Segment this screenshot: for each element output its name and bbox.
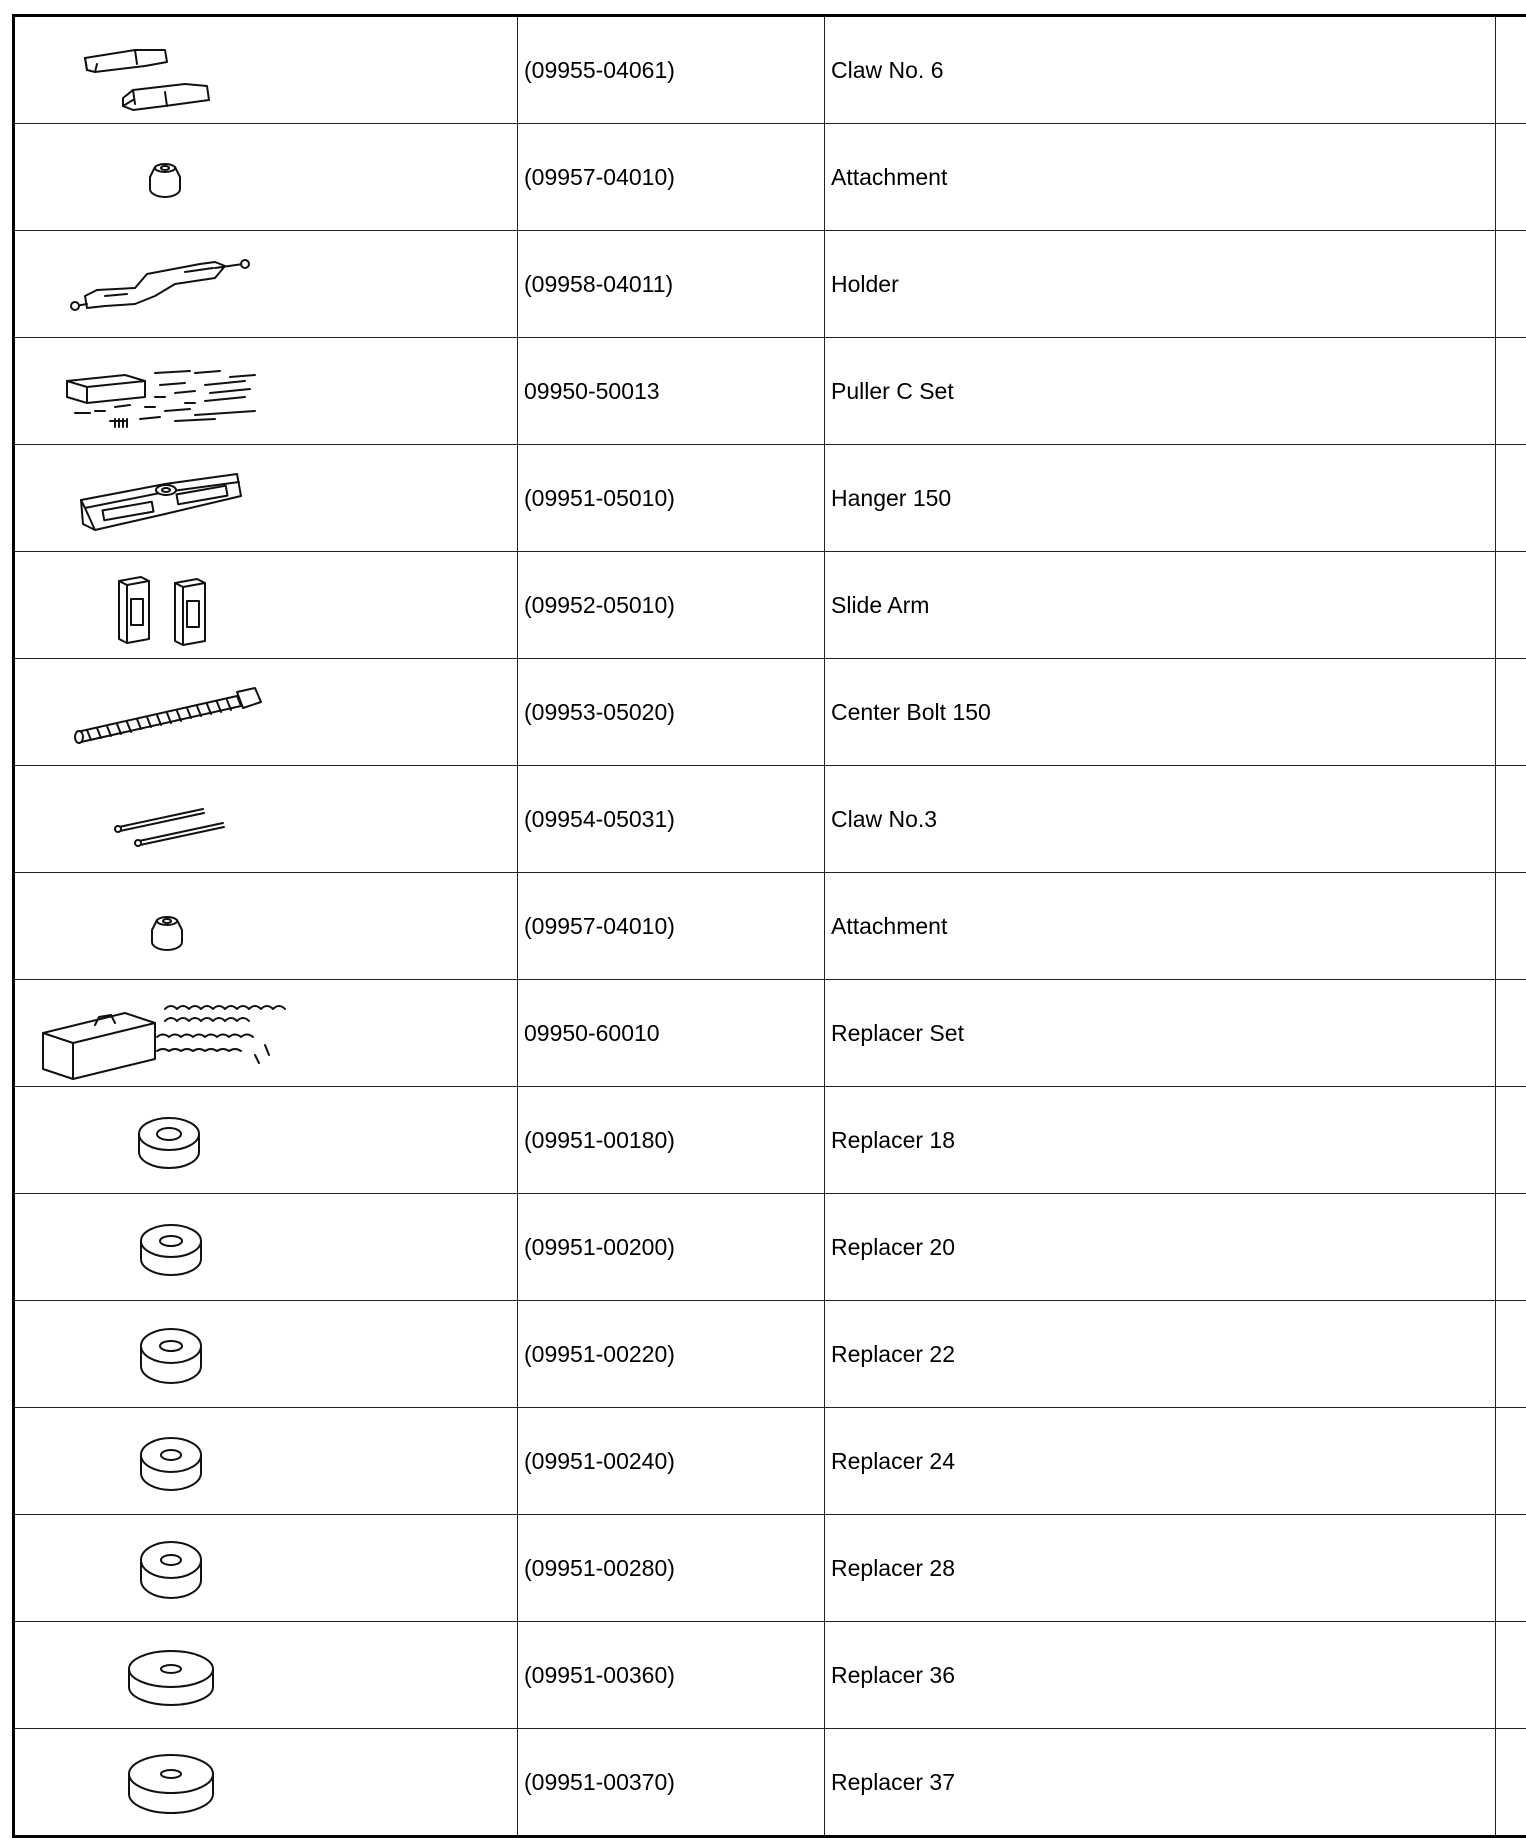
part-number: (09957-04010) (518, 124, 825, 231)
blank-cell (1496, 1515, 1526, 1622)
tool-name: Replacer 37 (825, 1729, 1496, 1837)
blank-cell (1496, 231, 1526, 338)
tool-name: Puller C Set (825, 338, 1496, 445)
table-row (14, 766, 1526, 873)
blank-cell (1496, 1194, 1526, 1301)
tool-illustration-cell (14, 659, 518, 766)
table-row (14, 124, 1526, 231)
blank-cell (1496, 338, 1526, 445)
table-row (14, 338, 1526, 445)
special-tools-sheet (12, 14, 1514, 1816)
tool-illustration-cell (14, 124, 518, 231)
claw-no-6-icon (15, 20, 517, 120)
tool-illustration-cell (14, 766, 518, 873)
part-number: (09951-00360) (518, 1622, 825, 1729)
table-row (14, 1194, 1526, 1301)
tool-name: Attachment (825, 124, 1496, 231)
part-number: (09954-05031) (518, 766, 825, 873)
tool-illustration-cell (14, 1301, 518, 1408)
blank-cell (1496, 980, 1526, 1087)
tool-name: Center Bolt 150 (825, 659, 1496, 766)
special-tools-table (12, 14, 1526, 1838)
part-number: (09951-00240) (518, 1408, 825, 1515)
blank-cell (1496, 445, 1526, 552)
table-row (14, 1301, 1526, 1408)
tool-illustration-cell (14, 1087, 518, 1194)
tool-illustration-cell (14, 1622, 518, 1729)
tool-illustration-cell (14, 231, 518, 338)
tool-name: Slide Arm (825, 552, 1496, 659)
part-number: 09950-50013 (518, 338, 825, 445)
tool-name: Attachment (825, 873, 1496, 980)
tool-illustration-cell (14, 338, 518, 445)
puller-c-set-icon (15, 341, 517, 441)
part-number: (09957-04010) (518, 873, 825, 980)
part-number: (09955-04061) (518, 16, 825, 124)
table-row (14, 1087, 1526, 1194)
tool-name: Replacer 28 (825, 1515, 1496, 1622)
replacer-ring-icon (15, 1625, 517, 1725)
replacer-ring-icon (15, 1732, 517, 1832)
table-row (14, 659, 1526, 766)
tool-name: Replacer 24 (825, 1408, 1496, 1515)
slide-arm-icon (15, 555, 517, 655)
tool-illustration-cell (14, 16, 518, 124)
table-row (14, 1729, 1526, 1837)
part-number: 09950-60010 (518, 980, 825, 1087)
table-row (14, 980, 1526, 1087)
part-number: (09951-00280) (518, 1515, 825, 1622)
blank-cell (1496, 873, 1526, 980)
replacer-ring-icon (15, 1518, 517, 1618)
tool-illustration-cell (14, 980, 518, 1087)
table-row (14, 445, 1526, 552)
tool-illustration-cell (14, 1515, 518, 1622)
tool-name: Replacer 36 (825, 1622, 1496, 1729)
blank-cell (1496, 766, 1526, 873)
replacer-ring-icon (15, 1411, 517, 1511)
blank-cell (1496, 552, 1526, 659)
table-row (14, 1622, 1526, 1729)
tool-illustration-cell (14, 1408, 518, 1515)
part-number: (09958-04011) (518, 231, 825, 338)
tool-name: Replacer 20 (825, 1194, 1496, 1301)
tool-name: Holder (825, 231, 1496, 338)
blank-cell (1496, 16, 1526, 124)
tool-illustration-cell (14, 1194, 518, 1301)
replacer-ring-icon (15, 1090, 517, 1190)
blank-cell (1496, 1729, 1526, 1837)
tool-name: Hanger 150 (825, 445, 1496, 552)
blank-cell (1496, 1301, 1526, 1408)
tool-name: Replacer Set (825, 980, 1496, 1087)
table-row (14, 873, 1526, 980)
part-number: (09951-00370) (518, 1729, 825, 1837)
part-number: (09951-00180) (518, 1087, 825, 1194)
table-row (14, 231, 1526, 338)
attachment-icon (15, 127, 517, 227)
part-number: (09951-05010) (518, 445, 825, 552)
blank-cell (1496, 1087, 1526, 1194)
blank-cell (1496, 1622, 1526, 1729)
tool-name: Claw No.3 (825, 766, 1496, 873)
part-number: (09951-00220) (518, 1301, 825, 1408)
tool-illustration-cell (14, 873, 518, 980)
holder-icon (15, 234, 517, 334)
blank-cell (1496, 1408, 1526, 1515)
table-row (14, 552, 1526, 659)
hanger-icon (15, 448, 517, 548)
replacer-ring-icon (15, 1304, 517, 1404)
blank-cell (1496, 659, 1526, 766)
part-number: (09951-00200) (518, 1194, 825, 1301)
table-row (14, 1408, 1526, 1515)
tool-illustration-cell (14, 552, 518, 659)
claw-no-3-icon (15, 769, 517, 869)
replacer-set-icon (15, 983, 517, 1083)
tool-name: Claw No. 6 (825, 16, 1496, 124)
tool-name: Replacer 22 (825, 1301, 1496, 1408)
center-bolt-icon (15, 662, 517, 762)
replacer-ring-icon (15, 1197, 517, 1297)
part-number: (09953-05020) (518, 659, 825, 766)
tool-illustration-cell (14, 1729, 518, 1837)
table-row (14, 1515, 1526, 1622)
part-number: (09952-05010) (518, 552, 825, 659)
tool-illustration-cell (14, 445, 518, 552)
blank-cell (1496, 124, 1526, 231)
tool-name: Replacer 18 (825, 1087, 1496, 1194)
table-row (14, 16, 1526, 124)
attachment-icon (15, 876, 517, 976)
